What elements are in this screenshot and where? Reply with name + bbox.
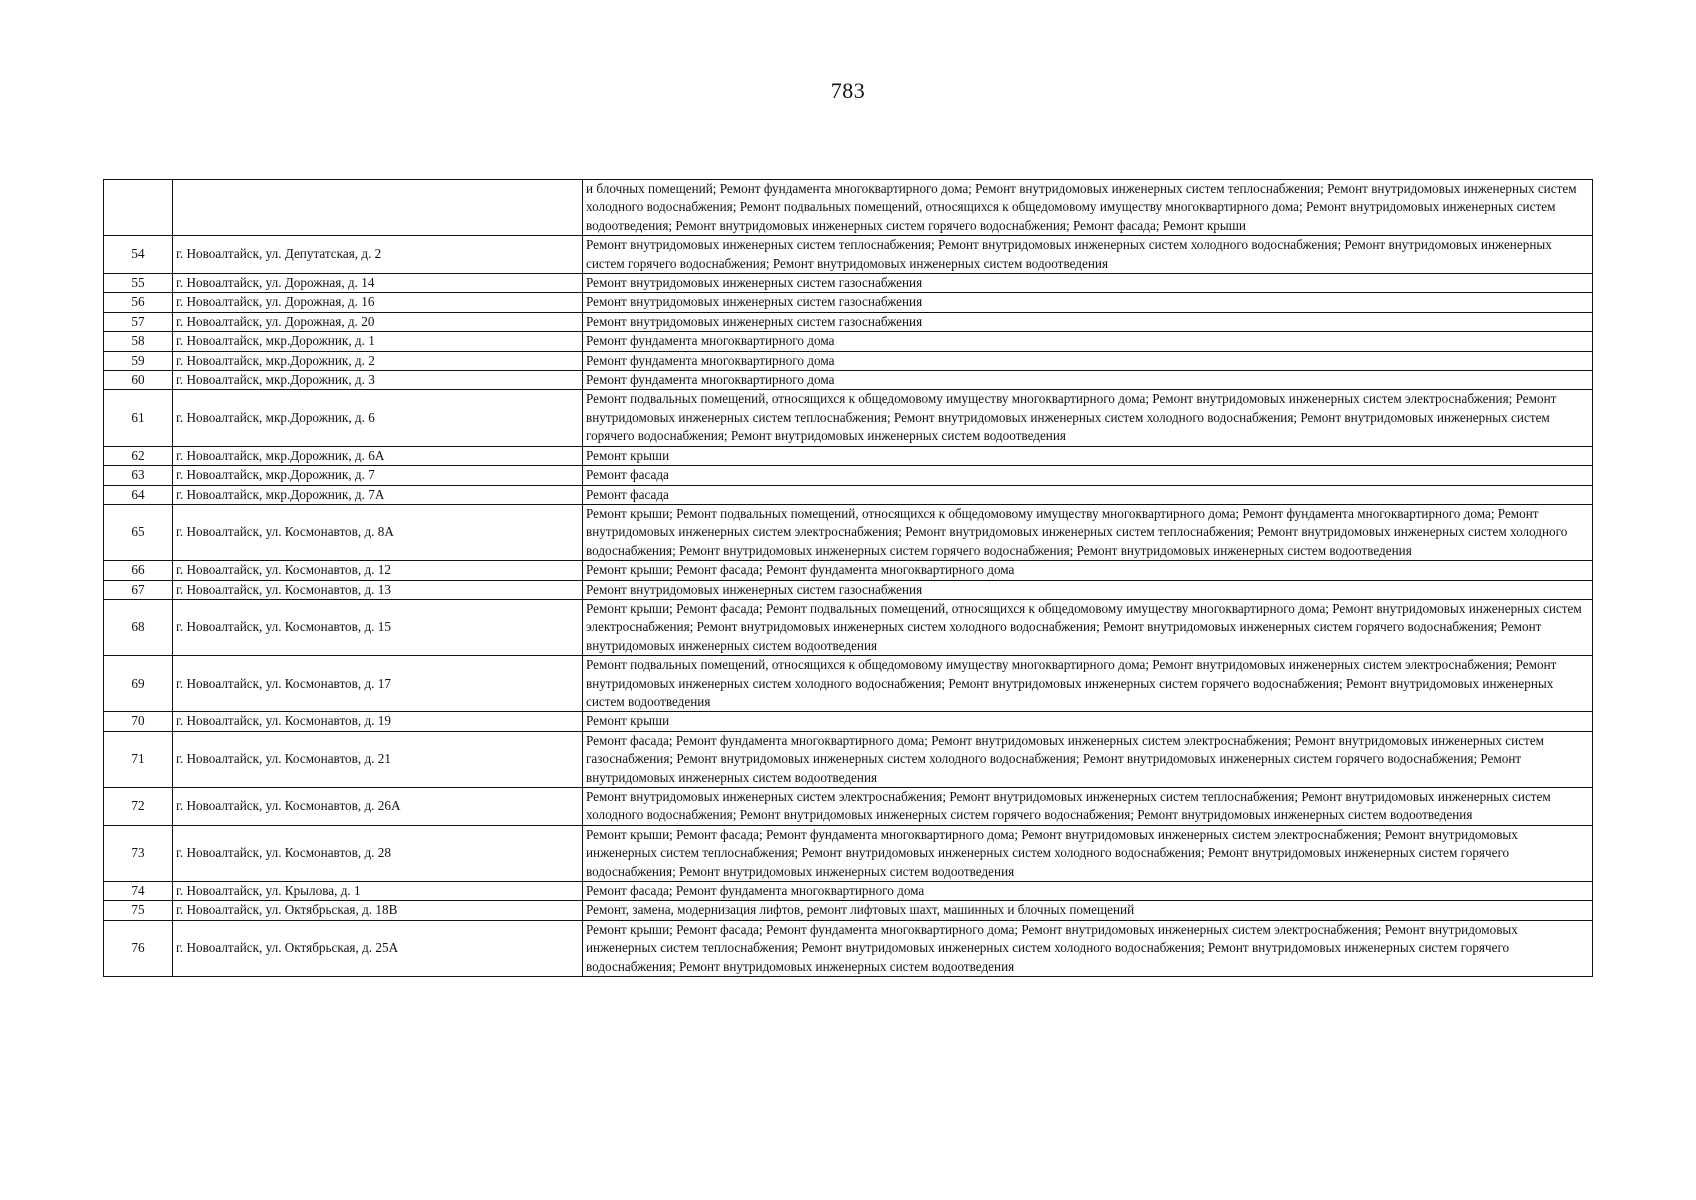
- row-number: 72: [104, 788, 173, 826]
- row-number: 69: [104, 656, 173, 712]
- table-row: [104, 485, 1593, 504]
- row-number: 67: [104, 580, 173, 599]
- row-address: г. Новоалтайск, мкр.Дорожник, д. 7: [173, 466, 583, 485]
- row-works: Ремонт крыши; Ремонт фасада; Ремонт фундамента многоквартирного дома; Ремонт внутридомовых инженерных систем электроснабжения; Ремонт внутридомовых инженерных систем теплоснабжения; Ремонт внутридомовых инженерных систем холодного водоснабжения; Ремонт внутридомовых инженерных систем горячего водоснабжения; Ремонт внутридомовых инженерных систем водоотведения: [583, 825, 1593, 881]
- table-row: [104, 274, 1593, 293]
- row-address: г. Новоалтайск, мкр.Дорожник, д. 3: [173, 371, 583, 390]
- row-number: 57: [104, 312, 173, 331]
- row-number: 60: [104, 371, 173, 390]
- row-works: Ремонт внутридомовых инженерных систем электроснабжения; Ремонт внутридомовых инженерных систем теплоснабжения; Ремонт внутридомовых инженерных систем холодного водоснабжения; Ремонт внутридомовых инженерных систем горячего водоснабжения; Ремонт внутридомовых инженерных систем водоотведения: [583, 788, 1593, 826]
- row-works: Ремонт фундамента многоквартирного дома: [583, 332, 1593, 351]
- row-address: г. Новоалтайск, ул. Космонавтов, д. 21: [173, 731, 583, 787]
- repair-schedule-table: [103, 179, 1593, 977]
- row-works: Ремонт внутридомовых инженерных систем газоснабжения: [583, 580, 1593, 599]
- row-address: г. Новоалтайск, ул. Космонавтов, д. 26А: [173, 788, 583, 826]
- table-row: [104, 390, 1593, 446]
- table-row: [104, 371, 1593, 390]
- row-number: 65: [104, 504, 173, 560]
- row-works: и блочных помещений; Ремонт фундамента многоквартирного дома; Ремонт внутридомовых инженерных систем теплоснабжения; Ремонт внутридомовых инженерных систем холодного водоснабжения; Ремонт подвальных помещений, относящихся к общедомовому имуществу многоквартирного дома; Ремонт внутридомовых инженерных систем водоотведения; Ремонт внутридомовых инженерных систем горячего водоснабжения; Ремонт фасада; Ремонт крыши: [583, 180, 1593, 236]
- table-row: [104, 712, 1593, 731]
- table-row: [104, 731, 1593, 787]
- row-works: Ремонт внутридомовых инженерных систем газоснабжения: [583, 274, 1593, 293]
- row-works: Ремонт внутридомовых инженерных систем теплоснабжения; Ремонт внутридомовых инженерных систем холодного водоснабжения; Ремонт внутридомовых инженерных систем горячего водоснабжения; Ремонт внутридомовых инженерных систем водоотведения: [583, 236, 1593, 274]
- row-number: 74: [104, 882, 173, 901]
- table-row: [104, 825, 1593, 881]
- row-works: Ремонт фасада: [583, 485, 1593, 504]
- row-address: г. Новоалтайск, ул. Дорожная, д. 20: [173, 312, 583, 331]
- row-works: Ремонт фасада; Ремонт фундамента многоквартирного дома; Ремонт внутридомовых инженерных систем электроснабжения; Ремонт внутридомовых инженерных систем газоснабжения; Ремонт внутридомовых инженерных систем холодного водоснабжения; Ремонт внутридомовых инженерных систем горячего водоснабжения; Ремонт внутридомовых инженерных систем водоотведения: [583, 731, 1593, 787]
- row-works: Ремонт, замена, модернизация лифтов, ремонт лифтовых шахт, машинных и блочных помещений: [583, 901, 1593, 920]
- row-number: 71: [104, 731, 173, 787]
- row-address: г. Новоалтайск, ул. Космонавтов, д. 28: [173, 825, 583, 881]
- row-number: 76: [104, 920, 173, 976]
- row-number: 59: [104, 351, 173, 370]
- row-works: Ремонт подвальных помещений, относящихся к общедомовому имуществу многоквартирного дома; Ремонт внутридомовых инженерных систем электроснабжения; Ремонт внутридомовых инженерных систем холодного водоснабжения; Ремонт внутридомовых инженерных систем горячего водоснабжения; Ремонт внутридомовых инженерных систем водоотведения: [583, 656, 1593, 712]
- row-number: 56: [104, 293, 173, 312]
- row-works: Ремонт крыши; Ремонт фасада; Ремонт подвальных помещений, относящихся к общедомовому имуществу многоквартирного дома; Ремонт внутридомовых инженерных систем электроснабжения; Ремонт внутридомовых инженерных систем холодного водоснабжения; Ремонт внутридомовых инженерных систем горячего водоснабжения; Ремонт внутридомовых инженерных систем водоотведения: [583, 599, 1593, 655]
- table-body: [104, 180, 1593, 977]
- row-works: Ремонт крыши: [583, 446, 1593, 465]
- row-address: г. Новоалтайск, мкр.Дорожник, д. 6: [173, 390, 583, 446]
- row-address: г. Новоалтайск, ул. Дорожная, д. 16: [173, 293, 583, 312]
- row-address: г. Новоалтайск, ул. Крылова, д. 1: [173, 882, 583, 901]
- row-address: г. Новоалтайск, мкр.Дорожник, д. 1: [173, 332, 583, 351]
- table-row: [104, 446, 1593, 465]
- table-row: [104, 180, 1593, 236]
- row-address: г. Новоалтайск, мкр.Дорожник, д. 2: [173, 351, 583, 370]
- table-row: [104, 312, 1593, 331]
- row-number: 55: [104, 274, 173, 293]
- table-row: [104, 901, 1593, 920]
- page-number: 783: [830, 78, 866, 103]
- row-number: 66: [104, 561, 173, 580]
- row-address: г. Новоалтайск, ул. Космонавтов, д. 19: [173, 712, 583, 731]
- table-row: [104, 656, 1593, 712]
- table-row: [104, 882, 1593, 901]
- row-address: г. Новоалтайск, ул. Космонавтов, д. 17: [173, 656, 583, 712]
- table-row: [104, 504, 1593, 560]
- row-number: 54: [104, 236, 173, 274]
- row-works: Ремонт внутридомовых инженерных систем газоснабжения: [583, 293, 1593, 312]
- row-number: 63: [104, 466, 173, 485]
- row-address: [173, 180, 583, 236]
- row-works: Ремонт фасада; Ремонт фундамента многоквартирного дома: [583, 882, 1593, 901]
- row-address: г. Новоалтайск, ул. Космонавтов, д. 13: [173, 580, 583, 599]
- table-row: [104, 788, 1593, 826]
- row-number: 68: [104, 599, 173, 655]
- table-row: [104, 332, 1593, 351]
- row-address: г. Новоалтайск, ул. Космонавтов, д. 15: [173, 599, 583, 655]
- row-works: Ремонт крыши; Ремонт фасада; Ремонт фундамента многоквартирного дома: [583, 561, 1593, 580]
- row-number: 75: [104, 901, 173, 920]
- row-address: г. Новоалтайск, ул. Космонавтов, д. 8А: [173, 504, 583, 560]
- row-address: г. Новоалтайск, ул. Октябрьская, д. 25А: [173, 920, 583, 976]
- row-number: [104, 180, 173, 236]
- table-row: [104, 351, 1593, 370]
- row-number: 70: [104, 712, 173, 731]
- table-row: [104, 580, 1593, 599]
- table-row: [104, 920, 1593, 976]
- table-row: [104, 466, 1593, 485]
- row-number: 58: [104, 332, 173, 351]
- row-works: Ремонт крыши: [583, 712, 1593, 731]
- row-works: Ремонт фасада: [583, 466, 1593, 485]
- row-number: 62: [104, 446, 173, 465]
- row-works: Ремонт фундамента многоквартирного дома: [583, 351, 1593, 370]
- row-works: Ремонт подвальных помещений, относящихся к общедомовому имуществу многоквартирного дома; Ремонт внутридомовых инженерных систем электроснабжения; Ремонт внутридомовых инженерных систем теплоснабжения; Ремонт внутридомовых инженерных систем холодного водоснабжения; Ремонт внутридомовых инженерных систем горячего водоснабжения; Ремонт внутридомовых инженерных систем водоотведения: [583, 390, 1593, 446]
- row-number: 61: [104, 390, 173, 446]
- table-row: [104, 599, 1593, 655]
- row-works: Ремонт внутридомовых инженерных систем газоснабжения: [583, 312, 1593, 331]
- row-works: Ремонт крыши; Ремонт подвальных помещений, относящихся к общедомовому имуществу многоквартирного дома; Ремонт фундамента многоквартирного дома; Ремонт внутридомовых инженерных систем электроснабжения; Ремонт внутридомовых инженерных систем теплоснабжения; Ремонт внутридомовых инженерных систем холодного водоснабжения; Ремонт внутридомовых инженерных систем горячего водоснабжения; Ремонт внутридомовых инженерных систем водоотведения: [583, 504, 1593, 560]
- row-address: г. Новоалтайск, мкр.Дорожник, д. 6А: [173, 446, 583, 465]
- table-row: [104, 236, 1593, 274]
- row-works: Ремонт фундамента многоквартирного дома: [583, 371, 1593, 390]
- row-address: г. Новоалтайск, ул. Дорожная, д. 14: [173, 274, 583, 293]
- row-address: г. Новоалтайск, ул. Депутатская, д. 2: [173, 236, 583, 274]
- table-row: [104, 561, 1593, 580]
- row-address: г. Новоалтайск, ул. Октябрьская, д. 18В: [173, 901, 583, 920]
- row-number: 73: [104, 825, 173, 881]
- row-works: Ремонт крыши; Ремонт фасада; Ремонт фундамента многоквартирного дома; Ремонт внутридомовых инженерных систем электроснабжения; Ремонт внутридомовых инженерных систем теплоснабжения; Ремонт внутридомовых инженерных систем холодного водоснабжения; Ремонт внутридомовых инженерных систем горячего водоснабжения; Ремонт внутридомовых инженерных систем водоотведения: [583, 920, 1593, 976]
- row-number: 64: [104, 485, 173, 504]
- table-row: [104, 293, 1593, 312]
- row-address: г. Новоалтайск, мкр.Дорожник, д. 7А: [173, 485, 583, 504]
- row-address: г. Новоалтайск, ул. Космонавтов, д. 12: [173, 561, 583, 580]
